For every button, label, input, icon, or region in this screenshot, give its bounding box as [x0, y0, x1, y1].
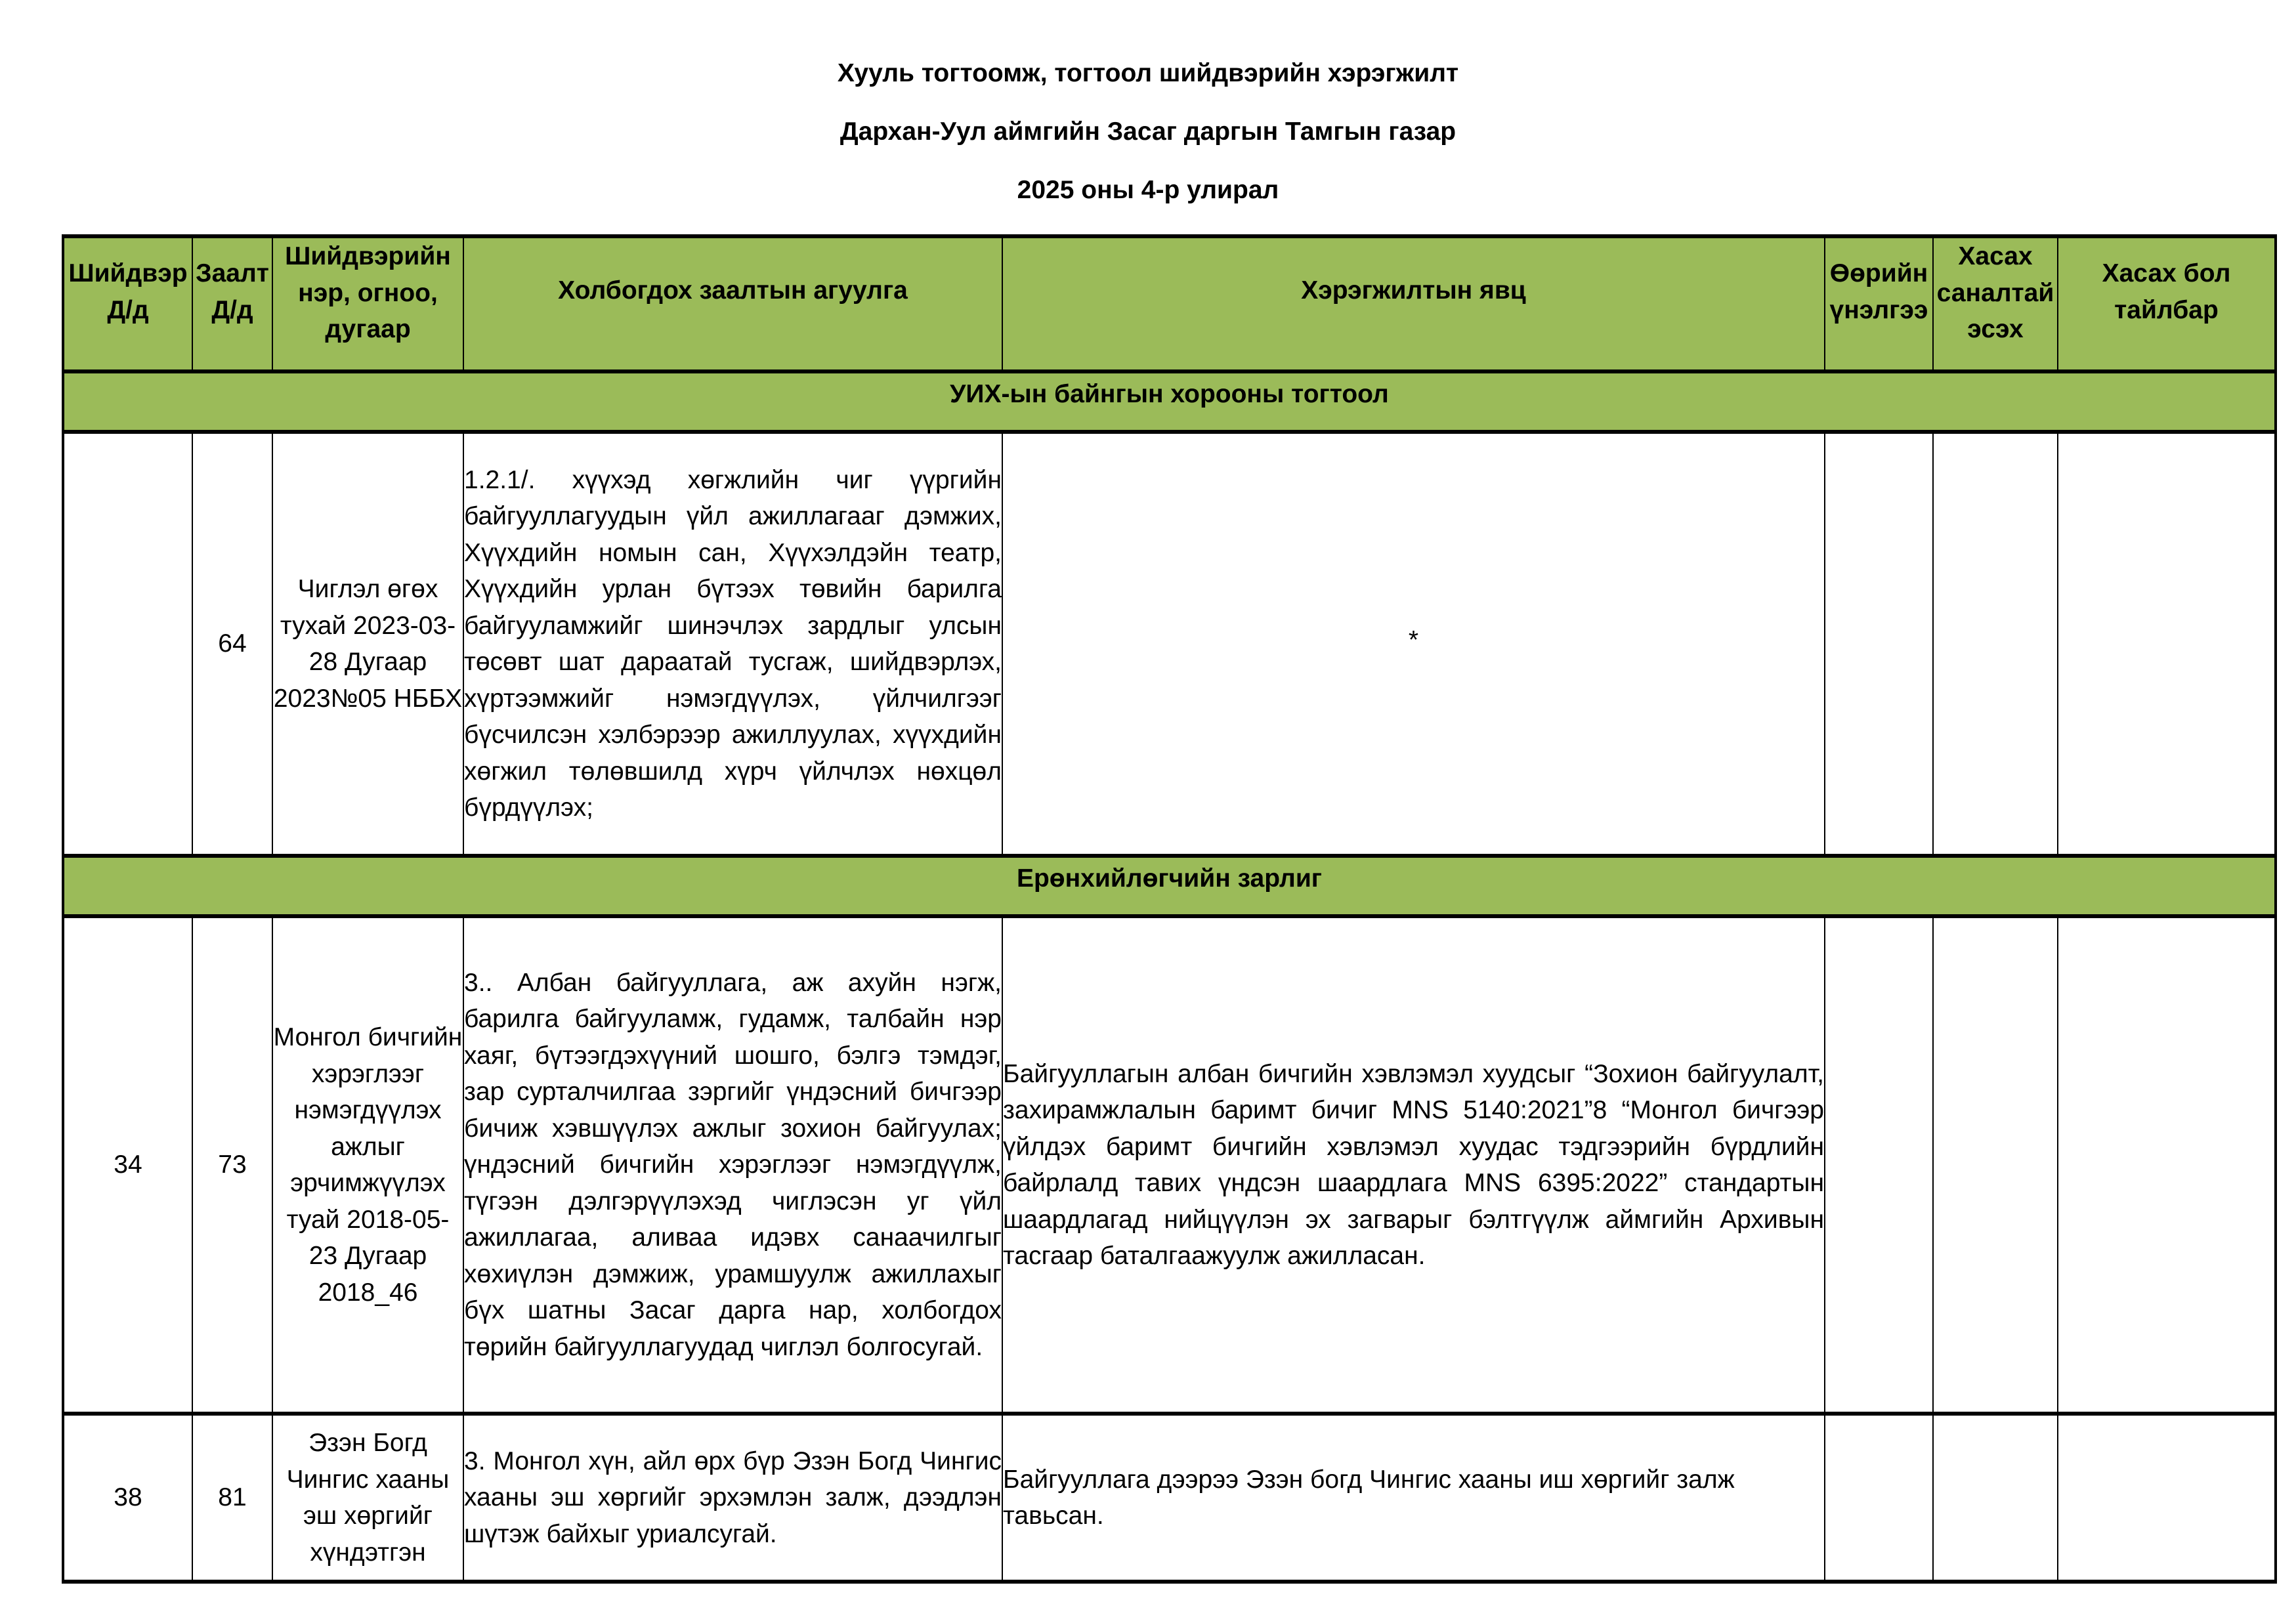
cell-remove-proposal	[1933, 1414, 2058, 1582]
document-title: Хууль тогтоомж, тогтоол шийдвэрийн хэрэгжилт	[837, 59, 1459, 87]
cell-decision-name: Эзэн Богд Чингис хааны эш хөргийг хүндэтгэн	[272, 1414, 463, 1582]
section-title: Ерөнхийлөгчийн зарлиг	[1016, 864, 1323, 893]
reporting-period: 2025 оны 4-р улирал	[1017, 176, 1279, 204]
table-row	[63, 432, 2276, 856]
progress-text: *	[1408, 626, 1419, 655]
cell-remove-proposal	[1933, 916, 2058, 1414]
cell-decision-no	[63, 432, 192, 856]
col-header-self-assessment: Өөрийн үнэлгээ	[1825, 236, 1933, 371]
cell-decision-no: 34	[63, 916, 192, 1414]
table-row	[63, 916, 2276, 1414]
cell-progress: Байгууллага дээрээ Эзэн богд Чингис хааны иш хөргийг залж тавьсан.	[1002, 1414, 1825, 1582]
cell-progress	[1002, 432, 1825, 856]
implementation-table	[62, 234, 2277, 1584]
section-title: УИХ-ын байнгын хорооны тогтоол	[950, 380, 1389, 408]
cell-clause-no: 64	[192, 432, 272, 856]
section-row	[63, 371, 2276, 432]
col-header-clause-no: Заалт Д/д	[192, 236, 272, 371]
col-header-decision-no: Шийдвэр Д/д	[63, 236, 192, 371]
cell-decision-no: 38	[63, 1414, 192, 1582]
col-header-clause-content: Холбогдох заалтын агуулга	[463, 236, 1002, 371]
table-header-row	[63, 236, 2276, 371]
col-header-decision-name: Шийдвэрийн нэр, огноо, дугаар	[272, 236, 463, 371]
cell-clause-content: 3. Монгол хүн, айл өрх бүр Эзэн Богд Чингис хааны эш хөргийг эрхэмлэн залж, дээдлэн шүтэж байхыг уриалсугай.	[463, 1414, 1002, 1582]
cell-clause-no: 81	[192, 1414, 272, 1582]
cell-remove-reason	[2058, 916, 2276, 1414]
cell-remove-proposal	[1933, 432, 2058, 856]
cell-remove-reason	[2058, 432, 2276, 856]
table-row	[63, 1414, 2276, 1582]
cell-clause-content: 1.2.1/. хүүхэд хөгжлийн чиг үүргийн байгууллагуудын үйл ажиллагааг дэмжих, Хүүхдийн номын сан, Хүүхэлдэйн театр, Хүүхдийн урлан бүтээх төвийн барилга байгууламжийг шинэчлэх зардлыг улсын төсөвт шат дараатай тусгаж, шийдвэрлэх, хүртээмжийг нэмэгдүүлэх, үйлчилгээг бүсчилсэн хэлбэрээр ажиллуулах, хүүхдийн хөгжил төлөвшилд хүрч үйлчлэх нөхцөл бүрдүүлэх;	[463, 432, 1002, 856]
col-header-remove-proposal: Хасах саналтай эсэх	[1933, 236, 2058, 371]
cell-remove-reason	[2058, 1414, 2276, 1582]
col-header-progress: Хэрэгжилтын явц	[1002, 236, 1825, 371]
cell-decision-name: Монгол бичгийн хэрэглээг нэмэгдүүлэх ажлыг эрчимжүүлэх туай 2018-05-23 Дугаар 2018_46	[272, 916, 463, 1414]
cell-decision-name: Чиглэл өгөх тухай 2023-03-28 Дугаар 2023№05 НББХ	[272, 432, 463, 856]
cell-self-assessment	[1825, 916, 1933, 1414]
cell-self-assessment	[1825, 432, 1933, 856]
cell-clause-content: 3.. Албан байгууллага, аж ахуйн нэгж, барилга байгууламж, гудамж, талбайн нэр хаяг, бүтээгдэхүүний шошго, бэлгэ тэмдэг, зар сурталчилгаа зэргийг үндэсний бичгээр бичиж хэвшүүлэх ажлыг зохион байгуулах; үндэсний бичгийн хэрэглээг нэмэгдүүлж, түгээн дэлгэрүүлэхэд чиглэсэн уг үйл ажиллагаа, аливаа идэвх санаачилгыг хөхиүлэн дэмжиж, урамшуулж ажиллахыг бүх шатны Засаг дарга нар, холбогдох төрийн байгууллагуудад чиглэл болгосугай.	[463, 916, 1002, 1414]
cell-self-assessment	[1825, 1414, 1933, 1582]
organization-name: Дархан-Уул аймгийн Засаг даргын Тамгын газар	[840, 117, 1456, 146]
col-header-remove-reason: Хасах бол тайлбар	[2058, 236, 2276, 371]
section-row	[63, 856, 2276, 916]
cell-clause-no: 73	[192, 916, 272, 1414]
cell-progress: Байгууллагын албан бичгийн хэвлэмэл хуудсыг “Зохион байгуулалт, захирамжлалын баримт бичиг MNS 5140:2021”8 “Монгол бичгээр үйлдэх баримт бичгийн хэвлэмэл хуудас тэдгээрийн бүрдлийн байрлалд тавих үндсэн шаардлага MNS 6395:2022” стандартын шаардлагад нийцүүлэн эх загварыг бэлтгүүлж аймгийн Архивын тасгаар баталгаажуулж ажилласан.	[1002, 916, 1825, 1414]
